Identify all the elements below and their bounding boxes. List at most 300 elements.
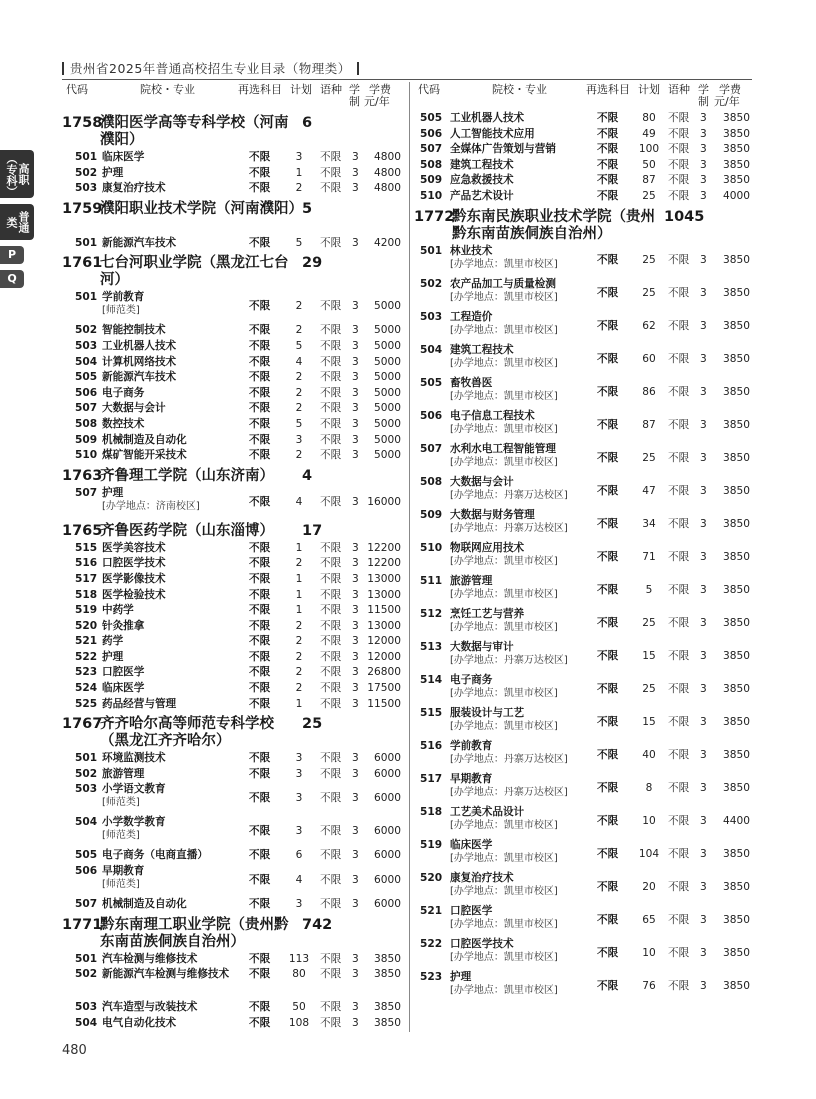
major-elective: 不限 [249,1001,271,1014]
major-plan: 3 [295,151,303,163]
major-duration: 3 [352,557,359,570]
major-lang: 不限 [668,189,690,202]
major-row [62,865,405,898]
major-elective: 不限 [249,619,271,632]
major-lang: 不限 [320,666,342,679]
major-duration: 3 [700,451,707,464]
major-elective: 不限 [249,825,271,838]
major-name-cell [102,573,244,586]
major-code: 517 [420,772,443,785]
major-name: 临床医学 [102,151,145,163]
major-duration: 3 [352,952,359,965]
major-plan: 49 [642,127,656,140]
side-tab-q: Q [0,270,24,288]
major-plan: 15 [642,649,656,662]
major-name: 汽车检测与维修技术 [102,952,198,965]
major-duration: 3 [352,697,359,710]
major-code: 506 [420,409,443,422]
column-header [62,82,405,112]
major-duration: 3 [352,588,359,601]
major-fee: 16000 [367,495,401,508]
major-code: 502 [420,277,443,290]
major-lang: 不限 [668,550,690,563]
major-elective: 不限 [597,418,619,431]
major-row [62,698,405,714]
major-fee: 3850 [723,143,750,156]
major-code: 501 [75,291,98,304]
major-fee: 3850 [374,1016,401,1029]
major-code: 501 [75,752,98,765]
major-code: 506 [420,127,443,140]
major-plan: 1 [295,588,303,601]
column-divider [409,82,410,1032]
major-code: 524 [75,682,98,695]
major-fee: 3850 [723,715,750,728]
major-name: 大数据与会计 [102,402,166,415]
major-lang: 不限 [668,352,690,365]
major-duration: 3 [700,913,707,926]
major-duration: 3 [352,968,359,981]
major-row [414,608,752,641]
major-elective: 不限 [249,682,271,695]
major-duration: 3 [352,541,359,554]
major-lang: 不限 [668,418,690,431]
major-code: 508 [420,475,443,488]
major-row [414,377,752,410]
major-duration: 3 [352,151,359,163]
major-name: 康复治疗技术 [450,871,514,884]
major-plan: 87 [642,418,656,431]
major-code: 516 [420,739,443,752]
major-row [62,557,405,573]
major-fee: 12000 [367,650,401,663]
major-elective: 不限 [597,682,619,695]
major-lang: 不限 [668,847,690,860]
major-plan: 50 [292,1001,306,1014]
major-lang: 不限 [668,127,690,140]
major-fee: 3850 [374,1001,401,1014]
major-name: 小学语文教育 [102,783,166,796]
major-fee: 3850 [723,979,750,992]
major-note: [师范类] [102,879,140,891]
major-name: 护理 [102,486,124,499]
major-elective: 不限 [249,572,271,585]
major-plan: 71 [642,550,656,563]
major-duration: 3 [700,385,707,398]
major-duration: 3 [700,112,707,124]
major-elective: 不限 [249,495,271,508]
major-lang: 不限 [668,253,690,266]
major-fee: 6000 [374,767,401,780]
major-elective: 不限 [597,979,619,992]
major-code: 508 [75,417,98,430]
major-name: 中药学 [102,604,134,617]
major-fee: 4800 [374,182,401,195]
major-elective: 不限 [597,451,619,464]
major-code: 502 [75,968,98,981]
major-row [414,773,752,806]
school-row [414,209,752,243]
major-elective: 不限 [249,236,271,249]
major-note: [办学地点：丹寨万达校区] [450,654,568,666]
major-lang: 不限 [668,451,690,464]
major-elective: 不限 [249,300,271,313]
major-row [414,190,752,206]
major-code: 503 [75,339,98,352]
major-duration: 3 [700,682,707,695]
major-fee: 12200 [367,557,401,570]
major-fee: 3850 [723,517,750,530]
major-plan: 3 [295,898,303,911]
major-name: 早期教育 [450,772,493,785]
major-name: 小学数学教育 [102,816,166,829]
school-code: 1772 [414,208,455,225]
major-name: 医学影像技术 [102,572,166,585]
major-elective: 不限 [597,158,619,171]
major-name-cell [102,1001,244,1014]
major-plan: 3 [295,767,303,780]
major-fee: 3850 [723,880,750,893]
major-name-cell [102,666,244,679]
major-name-cell [102,237,244,250]
major-note: [办学地点：凯里市校区] [450,621,558,633]
major-row [62,666,405,682]
major-plan: 10 [642,814,656,827]
major-code: 506 [75,865,98,878]
major-elective: 不限 [249,849,271,862]
major-elective: 不限 [597,583,619,596]
major-fee: 6000 [374,849,401,862]
major-fee: 3850 [723,913,750,926]
page-number: 480 [62,1043,87,1058]
major-code: 514 [420,673,443,686]
major-row [62,604,405,620]
major-plan: 60 [642,352,656,365]
major-row [414,542,752,575]
major-row [414,245,752,278]
major-plan: 2 [295,402,303,415]
major-fee: 12000 [367,635,401,648]
major-lang: 不限 [320,650,342,663]
col-lang: 语种 [320,83,342,96]
major-row [62,1001,405,1017]
major-code: 501 [75,236,98,249]
major-plan: 8 [645,781,653,794]
major-elective: 不限 [597,649,619,662]
major-row [62,434,405,450]
major-name: 口腔医学技术 [102,557,166,570]
major-lang: 不限 [668,286,690,299]
major-row [414,311,752,344]
major-name: 水利水电工程智能管理 [450,442,556,455]
major-plan: 1 [295,541,303,554]
major-duration: 3 [352,874,359,887]
major-fee: 3850 [723,451,750,464]
col-school-major: 院校・专业 [492,83,547,96]
major-name: 针灸推拿 [102,619,145,632]
major-lang: 不限 [320,682,342,695]
major-lang: 不限 [668,616,690,629]
major-code: 503 [75,182,98,195]
side-tabs [0,150,30,294]
major-note: [师范类] [102,797,140,809]
major-row [414,839,752,872]
major-name-cell [450,641,598,667]
major-row [62,356,405,372]
major-fee: 6000 [374,898,401,911]
major-code: 519 [75,604,98,617]
school-code: 1765 [62,522,103,539]
major-name: 建筑工程技术 [450,343,514,356]
major-name: 电气自动化技术 [102,1016,177,1029]
major-lang: 不限 [320,604,342,617]
major-plan: 25 [642,451,656,464]
major-row [414,128,752,144]
major-lang: 不限 [668,814,690,827]
major-name-cell [102,167,244,180]
major-note: [办学地点：凯里市校区] [450,819,558,831]
major-fee: 3850 [723,748,750,761]
major-elective: 不限 [249,697,271,710]
major-row [62,542,405,558]
page-header [62,59,752,77]
major-name: 工艺美术品设计 [450,805,525,818]
major-code: 523 [420,970,443,983]
major-lang: 不限 [668,583,690,596]
major-row [62,387,405,403]
major-row [62,324,405,340]
school-plan: 29 [302,255,323,272]
col-dur-2: 制 [698,95,709,108]
major-duration: 3 [352,339,359,352]
major-elective: 不限 [597,880,619,893]
major-duration: 3 [700,616,707,629]
major-name: 数控技术 [102,417,145,430]
major-name-cell [102,589,244,602]
major-fee: 3850 [374,968,401,981]
major-name: 口腔医学 [450,904,493,917]
major-note: [办学地点：凯里市校区] [450,456,558,468]
major-lang: 不限 [320,541,342,554]
major-fee: 11500 [367,697,401,710]
major-duration: 3 [352,236,359,249]
major-name: 药学 [102,635,124,648]
major-code: 501 [75,151,98,163]
col-school-major: 院校・专业 [140,83,195,96]
major-duration: 3 [352,792,359,805]
major-note: [办学地点：凯里市校区] [450,687,558,699]
major-name-cell [450,245,598,271]
major-plan: 104 [638,847,660,860]
major-elective: 不限 [597,143,619,156]
major-name-cell [102,651,244,664]
major-row [414,938,752,971]
col-elective: 再选科目 [238,83,282,96]
major-plan: 1 [295,697,303,710]
major-lang: 不限 [320,386,342,399]
major-code: 504 [75,816,98,829]
major-elective: 不限 [597,286,619,299]
major-lang: 不限 [668,158,690,171]
major-elective: 不限 [249,874,271,887]
major-code: 504 [420,343,443,356]
major-plan: 2 [295,635,303,648]
major-duration: 3 [700,418,707,431]
major-code: 507 [75,486,98,499]
major-lang: 不限 [320,849,342,862]
major-row [62,418,405,434]
major-row [62,487,405,520]
major-plan: 5 [295,236,303,249]
major-lang: 不限 [668,112,690,124]
right-column [414,82,752,1004]
school-plan: 1045 [664,208,705,225]
major-lang: 不限 [668,979,690,992]
major-code: 503 [75,783,98,796]
major-elective: 不限 [249,898,271,911]
major-name-cell [450,190,598,203]
left-column [62,82,405,1032]
major-elective: 不限 [597,616,619,629]
major-duration: 3 [352,572,359,585]
major-plan: 4 [295,495,303,508]
major-lang: 不限 [320,557,342,570]
major-duration: 3 [700,352,707,365]
major-fee: 3850 [723,127,750,140]
major-lang: 不限 [320,767,342,780]
major-elective: 不限 [597,189,619,202]
side-tab-type: 普通类 [0,204,34,240]
major-note: [办学地点：凯里市校区] [450,951,558,963]
major-note: [办学地点：凯里市校区] [450,390,558,402]
major-elective: 不限 [249,1016,271,1029]
major-fee: 5000 [374,355,401,368]
major-name: 电子信息工程技术 [450,409,535,422]
major-name-cell [102,418,244,431]
school-row [62,523,405,540]
major-lang: 不限 [320,402,342,415]
major-name: 新能源汽车技术 [102,371,177,384]
major-lang: 不限 [320,1016,342,1029]
major-duration: 3 [352,635,359,648]
major-code: 525 [75,697,98,710]
major-fee: 3850 [723,616,750,629]
major-lang: 不限 [320,968,342,981]
col-code: 代码 [418,83,440,96]
major-note: [办学地点：凯里市校区] [450,984,558,996]
major-name-cell [450,773,598,799]
major-name-cell [102,387,244,400]
major-code: 505 [420,112,443,124]
major-code: 512 [420,607,443,620]
major-plan: 10 [642,946,656,959]
major-plan: 3 [295,825,303,838]
major-fee: 3850 [374,952,401,965]
major-code: 509 [420,508,443,521]
major-duration: 3 [700,253,707,266]
col-fee-1: 学费 [369,83,391,96]
side-tab-p: P [0,246,24,264]
major-duration: 3 [352,495,359,508]
major-name-cell [450,143,598,156]
major-plan: 65 [642,913,656,926]
major-elective: 不限 [597,814,619,827]
major-name-cell [450,410,598,436]
major-row [62,783,405,816]
major-note: [办学地点：凯里市校区] [450,588,558,600]
major-name: 新能源汽车技术 [102,236,177,249]
major-row [62,402,405,418]
major-plan: 100 [638,143,660,156]
major-note: [办学地点：丹寨万达校区] [450,522,568,534]
major-lang: 不限 [668,913,690,926]
major-duration: 3 [352,182,359,195]
major-lang: 不限 [668,484,690,497]
major-lang: 不限 [320,635,342,648]
major-fee: 11500 [367,604,401,617]
major-name-cell [450,740,598,766]
school-plan: 742 [302,916,333,933]
major-lang: 不限 [320,588,342,601]
major-name-cell [102,768,244,781]
major-fee: 6000 [374,825,401,838]
major-duration: 3 [352,1001,359,1014]
major-name: 新能源汽车检测与维修技术 [102,968,230,981]
major-fee: 3850 [723,158,750,171]
major-elective: 不限 [249,355,271,368]
major-duration: 3 [700,158,707,171]
major-plan: 2 [295,557,303,570]
major-note: [办学地点：凯里市校区] [450,258,558,270]
major-plan: 40 [642,748,656,761]
major-name: 电子商务 [450,673,493,686]
major-row [62,340,405,356]
school-code: 1758 [62,115,103,131]
major-plan: 25 [642,253,656,266]
major-fee: 5000 [374,371,401,384]
major-fee: 6000 [374,792,401,805]
major-elective: 不限 [249,666,271,679]
major-code: 523 [75,666,98,679]
major-elective: 不限 [249,166,271,179]
major-note: [办学地点：凯里市校区] [450,852,558,864]
major-plan: 2 [295,666,303,679]
major-elective: 不限 [249,968,271,981]
major-name-cell [102,557,244,570]
major-elective: 不限 [597,946,619,959]
major-code: 522 [75,650,98,663]
major-duration: 3 [700,847,707,860]
school-row [62,917,405,951]
major-code: 510 [420,541,443,554]
major-duration: 3 [700,748,707,761]
major-note: [办学地点：丹寨万达校区] [450,753,568,765]
major-plan: 25 [642,286,656,299]
major-fee: 4400 [723,814,750,827]
major-fee: 13000 [367,572,401,585]
major-lang: 不限 [668,174,690,187]
major-duration: 3 [700,715,707,728]
major-note: [办学地点：凯里市校区] [450,423,558,435]
col-fee-2: 元/年 [364,95,390,108]
major-plan: 2 [295,386,303,399]
major-name-cell [102,291,244,317]
major-code: 505 [420,376,443,389]
major-name-cell [450,872,598,898]
major-fee: 3850 [723,484,750,497]
major-fee: 3850 [723,253,750,266]
major-plan: 4 [295,874,303,887]
